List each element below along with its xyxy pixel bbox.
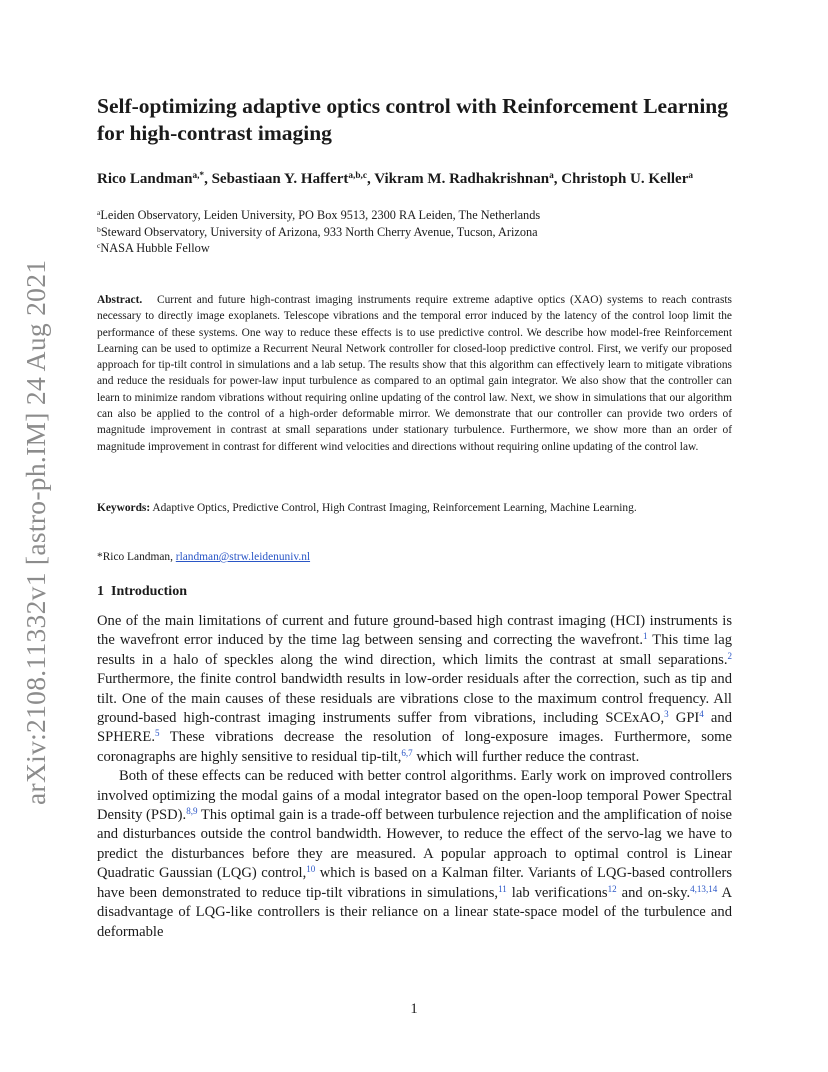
author-name[interactable]: Vikram M. Radhakrishnan (374, 171, 550, 187)
section-heading (97, 583, 732, 601)
abstract-label: Abstract. (97, 294, 143, 306)
affiliation-mark: c (97, 240, 101, 250)
citation-link[interactable]: 8,9 (186, 806, 198, 817)
abstract (97, 292, 732, 455)
author-affil-mark: a (549, 170, 554, 181)
citation-link[interactable]: 4 (699, 709, 704, 720)
citation-link[interactable]: 6,7 (401, 747, 413, 758)
keywords-label: Keywords: (97, 502, 151, 514)
citation-link[interactable]: 2 (727, 650, 732, 661)
author-affil-mark: a,b,c (348, 170, 367, 181)
affiliation-mark: a (97, 207, 101, 217)
affiliation-line: $^a$Leiden Observatory, Leiden University, PO Box 9513, 2300 RA Leiden, The Netherlands (97, 207, 541, 222)
citation-link[interactable]: 1 (643, 631, 648, 642)
abstract-text: Current and future high-contrast imaging instruments require extreme adaptive optics (XAO) systems to reach contrasts necessary to directly image exoplanets. Telescope vibrations and the temporal error induced by the latency of the control loop limit the performance of these systems. One way to reduce these effects is to use predictive control. We describe how model-free Reinforcement Learning can be used to optimize a Recurrent Neural Network controller for closed-loop predictive control. First, we verify our proposed approach for tip-tilt control in simulations and a lab setup. The results show that this algorithm can effectively learn to mitigate vibrations and reduce the residuals for power-law input turbulence as compared to an optimal gain integrator. We also show that the controller can learn to minimize random vibrations without requiring online updating of the control law. Next, we show in simulations that our algorithm can also be applied to the control of a high-order deformable mirror. We demonstrate that our controller can provide two orders of magnitude improvement in contrast at small separations under stationary turbulence. Furthermore, we show more than an order of magnitude improvement in contrast for different wind velocities and directions without requiring online updating of the control law. (97, 294, 732, 453)
body-text (97, 612, 732, 942)
arxiv-stamp: arXiv:2108.11332v1 [astro-ph.IM] 24 Aug 2021 (20, 259, 51, 805)
author-list: Rico Landman$^{a,*}$, Sebastiaan Y. Haffert$^{a,b,c}$, Vikram M. Radhakrishnan$^a$, Christoph U. Keller$^a$ (97, 170, 694, 187)
keywords (97, 500, 732, 516)
citation-link[interactable]: 11 (498, 883, 507, 894)
email-link[interactable]: rlandman@strw.leidenuniv.nl (175, 551, 311, 563)
author-name[interactable]: Christoph U. Keller (561, 171, 689, 187)
author-affil-mark: a,* (192, 170, 205, 181)
section-number: 1 (97, 584, 104, 599)
citation-link[interactable]: 12 (607, 883, 617, 894)
citation-link[interactable]: 3 (664, 709, 669, 720)
citation-link[interactable]: 10 (306, 864, 316, 875)
section-title: Introduction (111, 584, 187, 599)
paragraph: One of the main limitations of current and future ground-based high contrast imaging (HCI) instruments is the wavefront error induced by the time lag between sensing and correcting the wavefront.$^1$ This time lag results in a halo of speckles along the wind direction, which limits the contrast at small separations.$^2$ Furthermore, the finite control bandwidth results in low-order residuals after the correction, such as tip and tilt. One of the main causes of these residuals are vibrations close to the maximum control frequency. All ground-based high-contrast imaging instruments suffer from vibrations, including SCExAO,$^3$ GPI$^4$ and SPHERE.$^5$ These vibrations decrease the resolution of long-exposure images. Furthermore, some coronagraphs are highly sensitive to residual tip-tilt,$^{6,7}$ which will further reduce the contrast. (97, 613, 732, 765)
corresponding-author: *Rico Landman, (97, 551, 173, 563)
keywords-text: Adaptive Optics, Predictive Control, High Contrast Imaging, Reinforcement Learning, Machine Learning. (152, 502, 637, 514)
author-name[interactable]: Sebastiaan Y. Haffert (211, 171, 349, 187)
affiliations (97, 207, 732, 257)
correspondence (97, 549, 732, 565)
affiliation-line: $^c$NASA Hubble Fellow (97, 240, 210, 255)
author-name[interactable]: Rico Landman (97, 171, 193, 187)
page-number: 1 (410, 1001, 418, 1017)
paragraph: Both of these effects can be reduced with better control algorithms. Early work on improved controllers involved optimizing the modal gains of a modal integrator based on the open-loop temporal Power Spectral Density (PSD).$^{8,9}$ This optimal gain is a trade-off between turbulence rejection and the amplification of noise and disturbances outside the control bandwidth. However, to reduce the effect of the servo-lag we have to predict the disturbances before they are measured. A popular approach to optimal control is Linear Quadratic Gaussian (LQG) control,$^{10}$ which is based on a Kalman filter. Variants of LQG-based controllers have been demonstrated to reduce tip-tilt vibrations in simulations,$^{11}$ lab verifications$^{12}$ and on-sky.$^{4,13,14}$ A disadvantage of LQG-like controllers is their reliance on a linear state-space model of the turbulence and deformable (97, 768, 733, 940)
affiliation-mark: b (97, 224, 101, 234)
citation-link[interactable]: 5 (154, 728, 160, 739)
affiliation-line: $^b$Steward Observatory, University of Arizona, 933 North Cherry Avenue, Tucson, Arizona (97, 224, 538, 239)
paper-title: Self-optimizing adaptive optics control with Reinforcement Learning for high-contrast imaging (97, 94, 729, 145)
citation-link[interactable]: 4,13,14 (690, 883, 718, 894)
author-affil-mark: a (688, 170, 694, 181)
